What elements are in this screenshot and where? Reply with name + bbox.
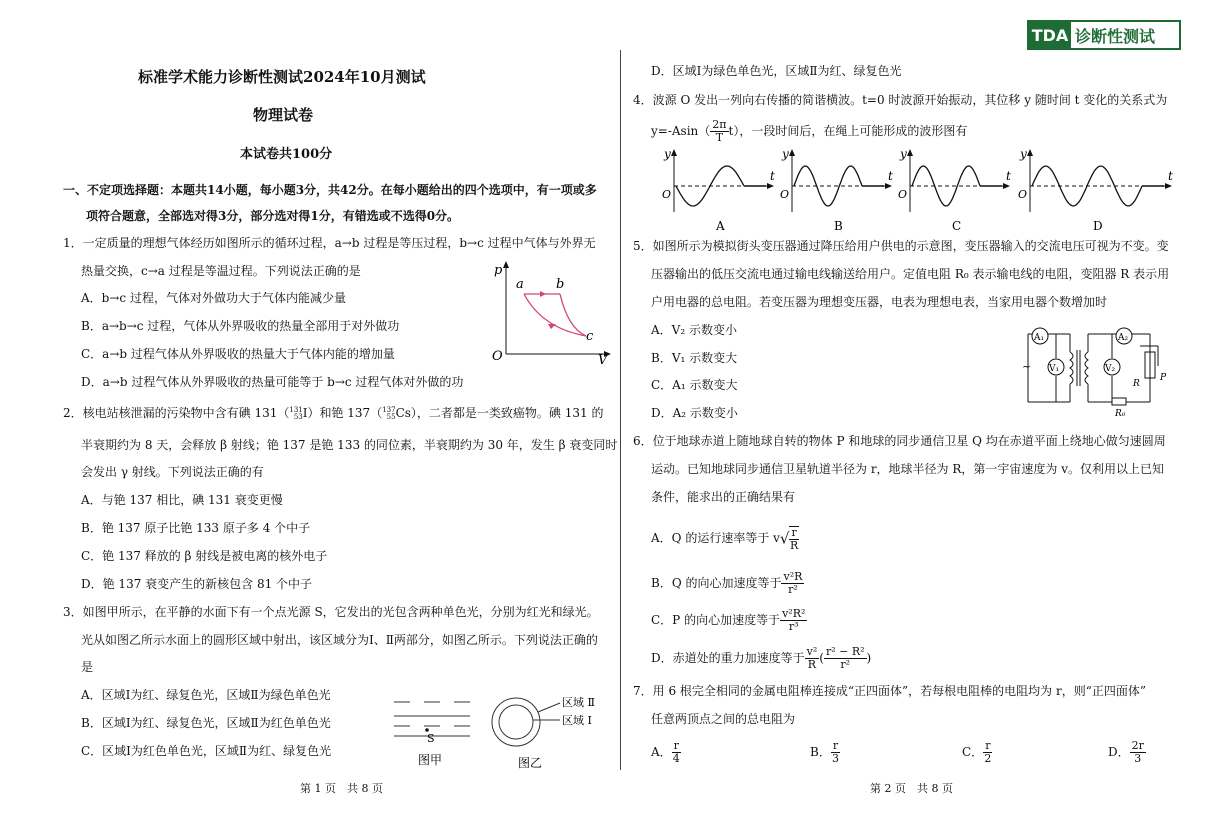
section-instructions-2: 项符合题意，全部选对得3分，部分选对得1分，有错选或不选得0分。 (86, 209, 460, 223)
q5-option-d: D．A₂ 示数变小 (651, 406, 738, 420)
q4-label-y-2: y (900, 147, 907, 161)
ac-symbol: ~ (1022, 360, 1032, 373)
resistor-r: R (1133, 379, 1140, 389)
q7-option-c: C． $\frac{r}{2}$ (962, 739, 992, 765)
meter-v2: V₂ (1105, 364, 1116, 374)
q6-option-b: B．Q 的向心加速度等于 $\frac{\text{v²R}}{\text{r²}}$ (651, 570, 803, 596)
q4-label-t-2: t (1006, 169, 1011, 183)
q2-stem-1: 2．核电站核泄漏的污染物中含有碘 131（ 131 53 I）和铯 137（ 137 55 Cs），二者都是一类致癌物。碘 131 的 (63, 405, 604, 421)
q6-stem-2: 运动。已知地球同步通信卫星轨道半径为 r，地球半径为 R，第一宇宙速度为 v。仅利用以上已知 (651, 462, 1164, 476)
transformer-circuit (1020, 322, 1170, 418)
q4-wave-3 (1032, 166, 1142, 206)
q1-option-a: A．b→c 过程，气体对外做功大于气体内能减少量 (81, 291, 346, 305)
q5-option-b: B．V₁ 示数变大 (651, 351, 738, 365)
zone-1-label: 区域 Ⅰ (562, 714, 592, 727)
zone-2-label: 区域 Ⅱ (562, 696, 595, 709)
q7-option-d: D． $\frac{2r}{3}$ (1108, 739, 1144, 765)
q4-label-o-3: O (1018, 188, 1028, 201)
pv-label-o: O (492, 349, 503, 364)
q5-option-c: C．A₁ 示数变大 (651, 378, 738, 392)
q6-option-c: C．P 的向心加速度等于 $\frac{\text{v²R²}}{\text{r³}}$ (651, 607, 806, 633)
footer-page-2: 第 2 页 共 8 页 (870, 782, 953, 795)
q3-option-a: A．区域Ⅰ为红、绿复色光，区域Ⅱ为绿色单色光 (81, 688, 331, 702)
footer-page-1: 第 1 页 共 8 页 (300, 782, 383, 795)
q1-stem-1: 1．一定质量的理想气体经历如图所示的循环过程，a→b 过程是等压过程，b→c 过程中气体与外界无 (63, 236, 596, 250)
q6-option-d: D．赤道处的重力加速度等于 $\frac{\text{v²}}{R}$ ( $\frac{\text{r² − R²}}{\text{r²}}$ ) (651, 645, 872, 671)
q1-option-b: B．a→b→c 过程，气体从外界吸收的热量全部用于对外做功 (81, 319, 400, 333)
source-label-s: S (427, 732, 435, 745)
q3-option-c: C．区域Ⅰ为红色单色光，区域Ⅱ为红、绿复色光 (81, 744, 332, 758)
q2-option-d: D．铯 137 衰变产生的新核包含 81 个中子 (81, 577, 313, 591)
section-instructions-1: 一、不定项选择题：本题共14小题，每小题3分，共42分。在每小题给出的四个选项中，有一项或多 (63, 183, 597, 197)
page-divider (620, 50, 621, 770)
q4-stem-2: y=-Asin（ $\frac{2\pi}{T}$ t），一段时间后，在绳上可能形成的波形图有 (651, 118, 968, 144)
q4-waveforms (660, 147, 1173, 234)
q6-stem-3: 条件，能求出的正确结果有 (651, 490, 796, 504)
q2-stem-2: 半衰期约为 8 天，会释放 β 射线；铯 137 是铯 133 的同位素，半衰期约为 30 年，发生 β 衰变同时 (81, 438, 618, 452)
q7-option-b: B． $\frac{r}{3}$ (810, 739, 839, 765)
meter-v1: V₁ (1049, 364, 1060, 374)
q4-option-label-1: B (834, 219, 843, 233)
pv-label-v: V (598, 353, 608, 368)
q4-label-y-1: y (782, 147, 789, 161)
q7-stem-2: 任意两顶点之间的总电阻为 (651, 712, 796, 726)
q5-stem-1: 5．如图所示为模拟街头变压器通过降压给用户供电的示意图，变压器输入的交流电压可视为不变。变 (633, 239, 1169, 253)
q1-stem-2: 热量交换，c→a 过程是等温过程。下列说法正确的是 (81, 264, 361, 278)
meter-a2: A₂ (1118, 333, 1129, 343)
q1-option-d: D．a→b 过程气体从外界吸收的热量可能等于 b→c 过程气体对外做的功 (81, 375, 464, 389)
subject-title: 物理试卷 (253, 106, 314, 124)
q4-option-label-0: A (716, 219, 725, 233)
q4-stem-1: 4．波源 O 发出一列向右传播的简谐横波。t=0 时波源开始振动，其位移 y 随时间 t 变化的关系式为 (633, 93, 1168, 107)
q2-option-b: B．铯 137 原子比铯 133 原子多 4 个中子 (81, 521, 311, 535)
resistor-r0: R₀ (1115, 409, 1126, 419)
q4-option-label-2: C (952, 219, 962, 233)
q4-option-label-3: D (1093, 219, 1103, 233)
q2-option-a: A．与铯 137 相比，碘 131 衰变更慢 (81, 493, 283, 507)
logo-left: TDA (1029, 22, 1071, 48)
q3-stem-1: 3．如图甲所示，在平静的水面下有一个点光源 S，它发出的光包含两种单色光，分别为红光和绿光。 (63, 605, 599, 619)
q2-option-c: C．铯 137 释放的 β 射线是被电离的核外电子 (81, 549, 328, 563)
q4-label-y-0: y (664, 147, 671, 161)
total-score: 本试卷共100分 (240, 147, 333, 162)
slider-p: P (1160, 373, 1167, 383)
pv-diagram (490, 258, 615, 366)
q2-stem-3: 会发出 γ 射线。下列说法正确的有 (81, 465, 264, 479)
q3-option-b: B．区域Ⅰ为红、绿复色光，区域Ⅱ为红色单色光 (81, 716, 331, 730)
q7-stem-1: 7．用 6 根完全相同的金属电阻棒连接成“正四面体”，若每根电阻棒的电阻均为 r，则“正四面体” (633, 684, 1146, 698)
meter-a1: A₁ (1034, 333, 1045, 343)
q7-option-a: A． $\frac{r}{4}$ (651, 739, 680, 765)
q4-label-o-2: O (898, 188, 908, 201)
pv-label-a: a (516, 277, 524, 292)
q3-option-d: D．区域Ⅰ为绿色单色光，区域Ⅱ为红、绿复色光 (651, 64, 902, 78)
q5-stem-3: 户用电器的总电阻。若变压器为理想变压器，电表为理想电表，当家用电器个数增加时 (651, 295, 1108, 309)
q4-label-t-3: t (1168, 169, 1173, 183)
q4-label-t-1: t (888, 169, 893, 183)
q4-label-t-0: t (770, 169, 775, 183)
q4-label-y-3: y (1020, 147, 1027, 161)
exam-title: 标准学术能力诊断性测试2024年10月测试 (138, 68, 426, 86)
q5-option-a: A．V₂ 示数变小 (651, 323, 737, 337)
tda-logo (1027, 20, 1181, 50)
pv-label-b: b (556, 277, 565, 292)
q4-label-o-0: O (662, 188, 672, 201)
logo-right: 诊断性测试 (1075, 26, 1156, 46)
fig-jia-label: 图甲 (418, 753, 443, 767)
light-source-figures (388, 690, 618, 772)
q5-stem-2: 压器输出的低压交流电通过输电线输送给用户。定值电阻 R₀ 表示输电线的电阻，变阻器 R 表示用 (651, 267, 1170, 281)
pv-label-p: p (494, 263, 503, 278)
q3-stem-3: 是 (81, 660, 94, 674)
q6-option-a: A．Q 的运行速率等于 v√ $\frac{r}{R}$ (651, 525, 799, 552)
fig-yi-label: 图乙 (518, 756, 543, 770)
q1-option-c: C．a→b 过程气体从外界吸收的热量大于气体内能的增加量 (81, 347, 395, 361)
q3-stem-2: 光从如图乙所示水面上的圆形区域中射出，该区域分为Ⅰ、Ⅱ两部分，如图乙所示。下列说法正确的 (81, 633, 598, 647)
pv-label-c: c (586, 329, 594, 344)
q4-label-o-1: O (780, 188, 790, 201)
q6-stem-1: 6．位于地球赤道上随地球自转的物体 P 和地球的同步通信卫星 Q 均在赤道平面上绕地心做匀速圆周 (633, 434, 1166, 448)
